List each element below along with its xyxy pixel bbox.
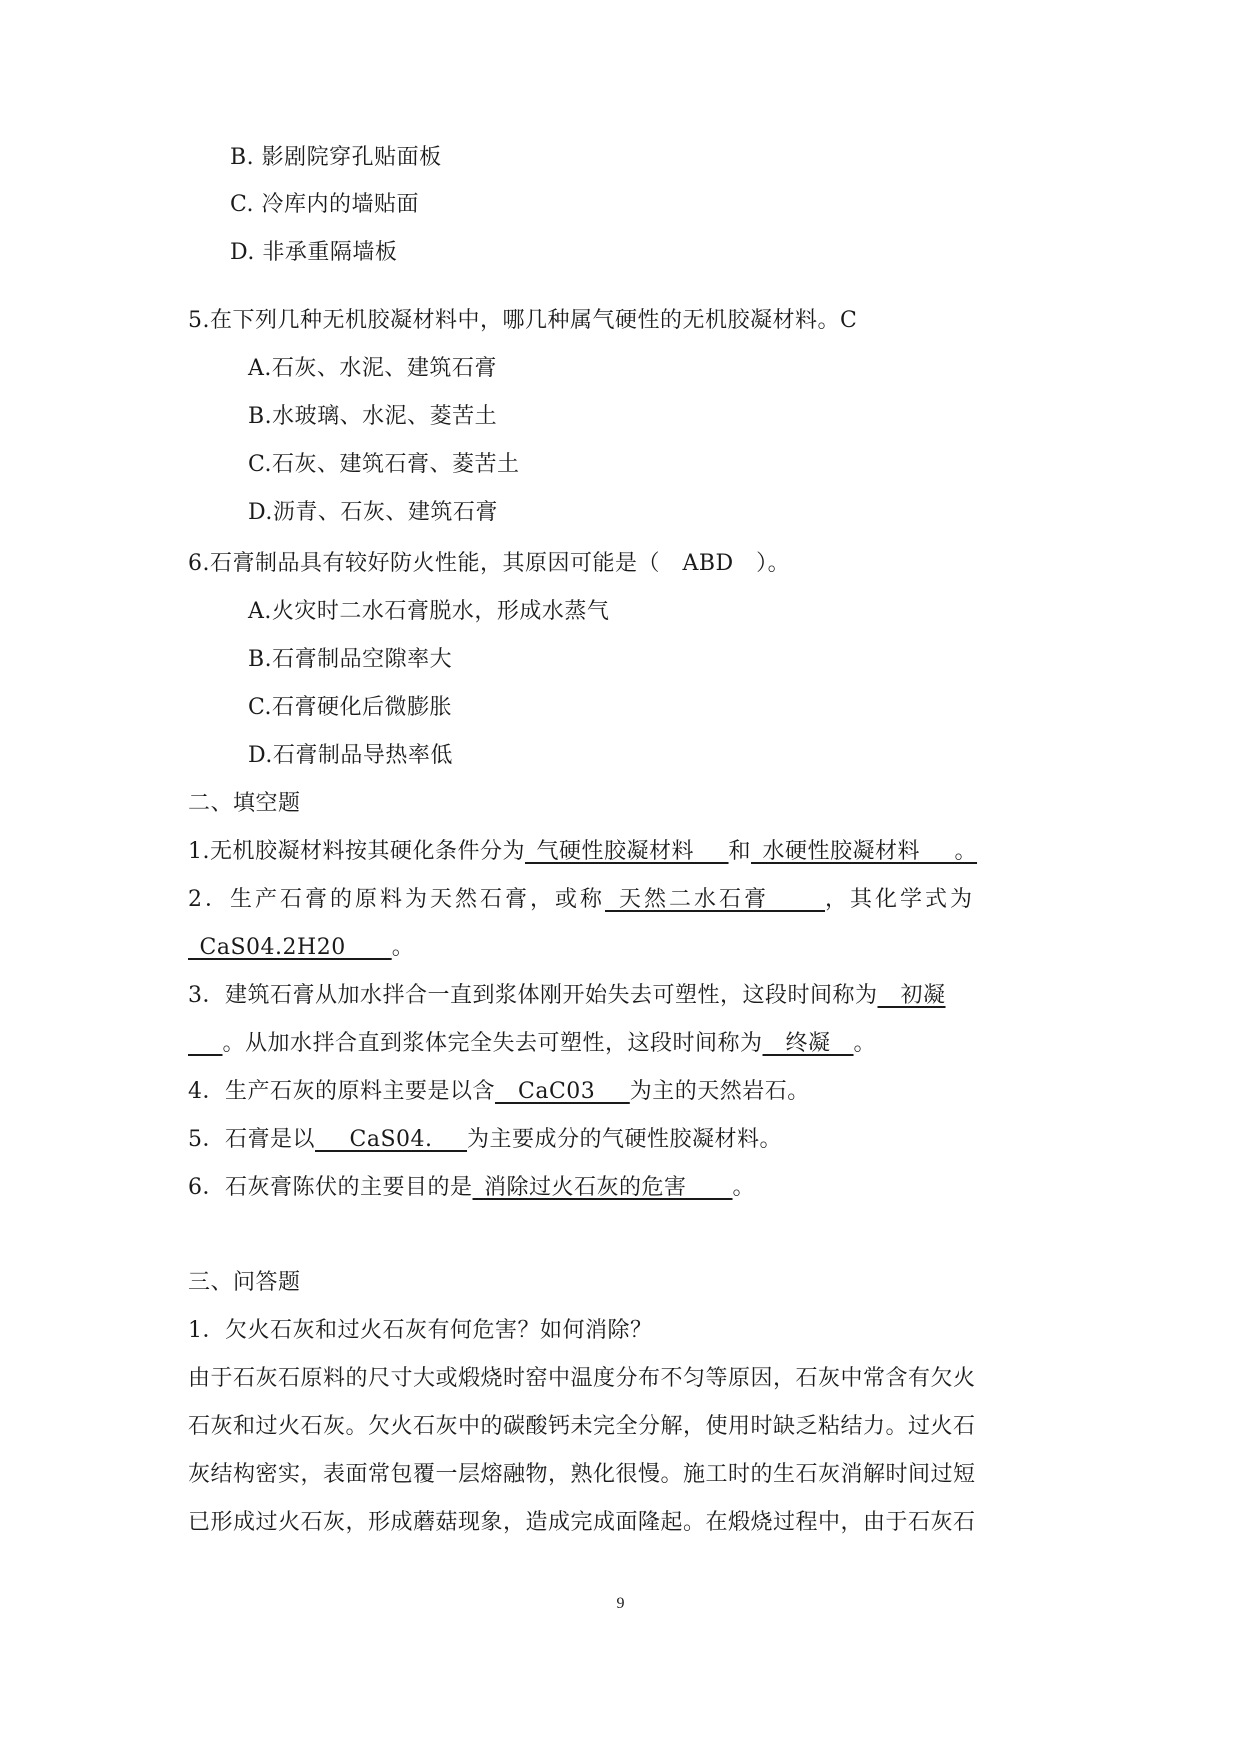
fill-3 [188,981,946,1011]
fill-5 [188,1125,782,1155]
section-3-heading: 三、问答题 [188,1270,301,1295]
fill-1-answer-1: _气硬性胶凝材料___ [525,839,729,864]
fill-3-mid: 。从加水拌合直到浆体完全失去可塑性，这段时间称为 [222,1031,763,1056]
fill-3-text: 3．建筑石膏从加水拌合一直到浆体刚开始失去可塑性，这段时间称为 [188,983,878,1008]
fill-3-answer-2: __终凝__ [762,1031,854,1056]
fill-3-answer-1: __初凝 [877,983,946,1008]
fill-1 [188,837,977,867]
fill-4 [188,1077,810,1107]
fill-1-text: 1.无机胶凝材料按其硬化条件分为 [188,839,525,864]
fill-5-text: 5．石膏是以 [188,1127,315,1152]
fill-3-end: 。 [853,1031,877,1056]
fill-3-continued [188,1029,876,1059]
section-2-heading: 二、填空题 [188,791,301,816]
fill-5-post: 为主要成分的气硬性胶凝材料。 [467,1127,783,1152]
answer-line: 由于石灰石原料的尺寸大或煅烧时窑中温度分布不匀等原因，石灰中常含有欠火 [188,1366,976,1391]
q4-option-b: B. 影剧院穿孔贴面板 [230,145,442,170]
q6-option-a: A.火灾时二水石膏脱水，形成水蒸气 [248,599,610,624]
fill-6-post: 。 [732,1175,756,1200]
fill-2-text: 2．生产石膏的原料为天然石膏，或称 [188,887,605,912]
fill-1-mid: 和 [728,839,752,864]
fill-6-answer: _消除过火石灰的危害____ [472,1175,733,1200]
page-number: 9 [616,1595,625,1612]
fill-3-answer-1-tail: ___ [188,1031,223,1056]
fill-4-text: 4．生产石灰的原料主要是以含 [188,1079,495,1104]
short-answer-question-1: 1．欠火石灰和过火石灰有何危害？如何消除？ [188,1318,653,1343]
fill-4-post: 为主的天然岩石。 [629,1079,810,1104]
answer-line: 已形成过火石灰，形成蘑菇现象，造成完成面隆起。在煅烧过程中，由于石灰石 [188,1510,976,1535]
fill-4-answer: __CaC03___ [495,1079,630,1104]
q5-option-b: B.水玻璃、水泥、菱苦土 [248,404,498,429]
fill-2-end: 。 [391,935,415,960]
answer-line: 灰结构密实，表面常包覆一层熔融物，熟化很慢。施工时的生石灰消解时间过短 [188,1462,976,1487]
fill-6-text: 6．石灰膏陈伏的主要目的是 [188,1175,473,1200]
q4-option-d: D. 非承重隔墙板 [230,240,398,265]
q6-option-b: B.石膏制品空隙率大 [248,647,453,672]
fill-2-continued [188,933,414,963]
q5-option-c: C.石灰、建筑石膏、菱苦土 [248,452,520,477]
q6-option-d: D.石膏制品导热率低 [248,743,453,768]
fill-2 [188,885,975,915]
fill-6 [188,1173,755,1203]
q5-stem: 5.在下列几种无机胶凝材料中，哪几种属气硬性的无机胶凝材料。C [188,308,858,333]
q6-option-c: C.石膏硬化后微膨胀 [248,695,453,720]
answer-line: 石灰和过火石灰。欠火石灰中的碳酸钙未完全分解，使用时缺乏粘结力。过火石 [188,1414,976,1439]
fill-2-formula-answer: _CaS04.2H20____ [188,935,392,960]
q4-option-c: C. 冷库内的墙贴面 [230,192,420,217]
fill-5-answer: ___CaS04.___ [315,1127,468,1152]
fill-2-post: ，其化学式为 [825,887,976,912]
q5-option-d: D.沥青、石灰、建筑石膏 [248,500,498,525]
q5-option-a: A.石灰、水泥、建筑石膏 [248,356,497,381]
fill-2-answer: _天然二水石膏____ [605,887,826,912]
fill-1-answer-2: _水硬性胶凝材料___。 [751,839,978,864]
q6-stem: 6.石膏制品具有较好防火性能，其原因可能是（ ABD ）。 [188,551,791,576]
